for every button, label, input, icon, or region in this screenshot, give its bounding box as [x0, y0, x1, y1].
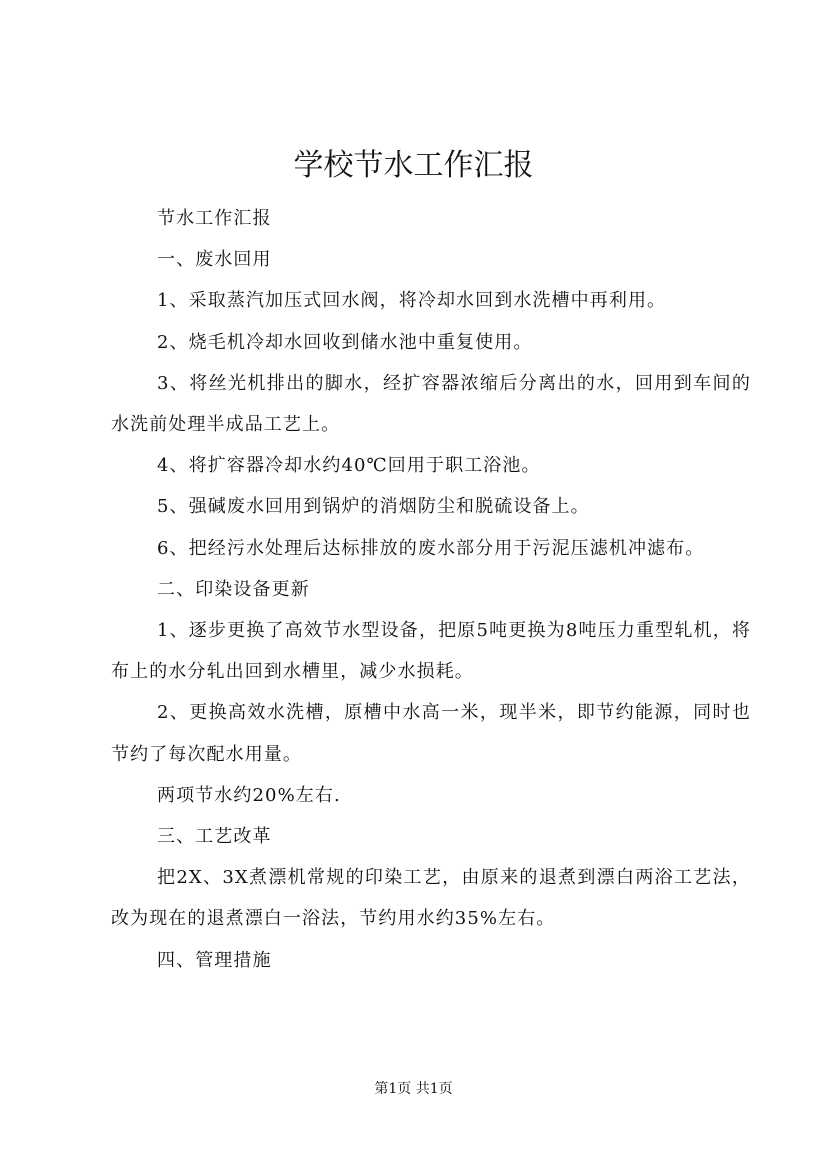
paragraph-summary: 两项节水约20%左右.	[157, 784, 341, 806]
paragraph-item: 5、强碱废水回用到锅炉的消烟防尘和脱硫设备上。	[157, 496, 590, 518]
document-body	[111, 198, 751, 981]
paragraph-item: 2、烧毛机冷却水回收到储水池中重复使用。	[157, 331, 533, 353]
section-heading-process-reform: 三、工艺改革	[157, 826, 272, 848]
paragraph-item: 6、把经污水处理后达标排放的废水部分用于污泥压滤机冲滤布。	[157, 537, 705, 559]
section-heading-equipment-update: 二、印染设备更新	[157, 578, 310, 600]
document-title: 学校节水工作汇报	[293, 148, 534, 183]
section-heading-wastewater-reuse: 一、废水回用	[157, 249, 272, 271]
paragraph-item: 1、逐步更换了高效节水型设备，把原5吨更换为8吨压力重型轧机，将布上的水分轧出回到水槽里，减少水损耗。	[111, 620, 751, 683]
paragraph-subtitle: 节水工作汇报	[157, 208, 272, 229]
paragraph-item: 2、更换高效水洗槽，原槽中水高一米，现半米，即节约能源，同时也节约了每次配水用量。	[111, 702, 751, 765]
page-footer: 第1页 共1页	[374, 1081, 453, 1097]
section-heading-management: 四、管理措施	[157, 949, 272, 971]
paragraph-item: 3、将丝光机排出的脚水，经扩容器浓缩后分离出的水，回用到车间的水洗前处理半成品工艺上。	[111, 372, 751, 436]
paragraph-item: 1、采取蒸汽加压式回水阀，将冷却水回到水洗槽中再利用。	[157, 290, 667, 312]
paragraph-item: 4、将扩容器冷却水约40℃回用于职工浴池。	[157, 455, 541, 477]
paragraph-item: 把2X、3X煮漂机常规的印染工艺，由原来的退煮到漂白两浴工艺法，改为现在的退煮漂白一浴法，节约用水约35%左右。	[111, 867, 751, 930]
